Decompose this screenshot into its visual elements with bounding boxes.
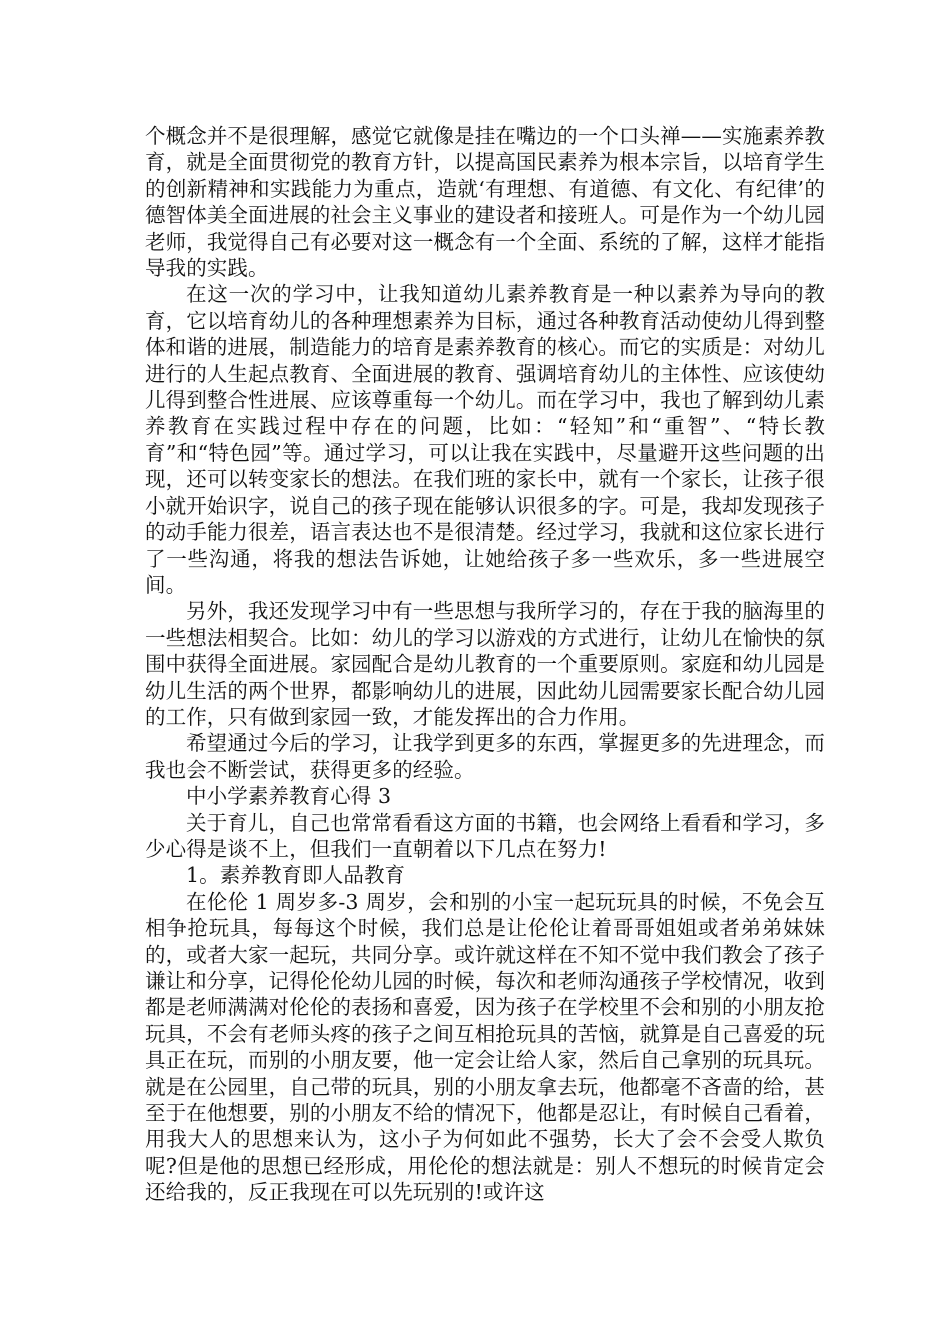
paragraph-5: 关于育儿，自己也常常看看这方面的书籍，也会网络上看看和学习，多少心得是谈不上，但我们一直朝着以下几点在努力! — [145, 810, 825, 861]
section-heading: 中小学素养教育心得 3 — [186, 784, 392, 809]
paragraph-4: 希望通过今后的学习，让我学到更多的东西，掌握更多的先进理念，而我也会不断尝试，获得更多的经验。 — [145, 731, 825, 782]
paragraph-6: 在伦伦 1 周岁多-3 周岁，会和别的小宝一起玩玩具的时候，不免会互相争抢玩具，每每这个时候，我们总是让伦伦让着哥哥姐姐或者弟弟妹妹的，或者大家一起玩，共同分享。或许就这样在不知不觉中我们教会了孩子谦让和分享，记得伦伦幼儿园的时候，每次和老师沟通孩子学校情况，收到都是老师满满对伦伦的表扬和喜爱，因为孩子在学校里不会和别的小朋友抢玩具，不会有老师头疼的孩子之间互相抢玩具的苦恼，就算是自己喜爱的玩具正在玩，而别的小朋友要，他一定会让给人家，然后自己拿别的玩具玩。就是在公园里，自己带的玩具，别的小朋友拿去玩，他都毫不吝啬的给，甚至于在他想要，别的小朋友不给的情况下，他都是忍让，有时候自己看着，用我大人的思想来认为，这小子为何如此不强势，长大了会不会受人欺负呢?但是他的思想已经形成，用伦伦的想法就是：别人不想玩的时候肯定会还给我的，反正我现在可以先玩别的!或许这 — [145, 889, 825, 1205]
paragraph-1: 个概念并不是很理解，感觉它就像是挂在嘴边的一个口头禅——实施素养教育，就是全面贯彻党的教育方针，以提高国民素养为根本宗旨，以培育学生的创新精神和实践能力为重点，造就‘有理想、有道德、有文化、有纪律’的德智体美全面进展的社会主义事业的建设者和接班人。可是作为一个幼儿园老师，我觉得自己有必要对这一概念有一个全面、系统的了解，这样才能指导我的实践。 — [145, 124, 825, 281]
paragraph-3: 另外，我还发现学习中有一些思想与我所学习的，存在于我的脑海里的一些想法相契合。比如：幼儿的学习以游戏的方式进行，让幼儿在愉快的氛围中获得全面进展。家园配合是幼儿教育的一个重要原则。家庭和幼儿园是幼儿生活的两个世界，都影响幼儿的进展，因此幼儿园需要家长配合幼儿园的工作，只有做到家园一致，才能发挥出的合力作用。 — [145, 599, 825, 729]
paragraph-2: 在这一次的学习中，让我知道幼儿素养教育是一种以素养为导向的教育，它以培育幼儿的各种理想素养为目标，通过各种教育活动使幼儿得到整体和谐的进展，制造能力的培育是素养教育的核心。而它的实质是：对幼儿进行的人生起点教育、全面进展的教育、强调培育幼儿的主体性、应该使幼儿得到整合性进展、应该尊重每一个幼儿。而在学习中，我也了解到幼儿素养教育在实践过程中存在的问题，比如：“轻知”和“重智”、“特长教育”和“特色园”等。通过学习，可以让我在实践中，尽量避开这些问题的出现，还可以转变家长的想法。在我们班的家长中，就有一个家长，让孩子很小就开始识字，说自己的孩子现在能够认识很多的字。可是，我却发现孩子的动手能力很差，语言表达也不是很清楚。经过学习，我就和这位家长进行了一些沟通，将我的想法告诉她，让她给孩子多一些欢乐，多一些进展空间。 — [145, 282, 825, 597]
document-body — [145, 123, 825, 1206]
subsection-heading: 1。素养教育即人品教育 — [186, 863, 406, 888]
